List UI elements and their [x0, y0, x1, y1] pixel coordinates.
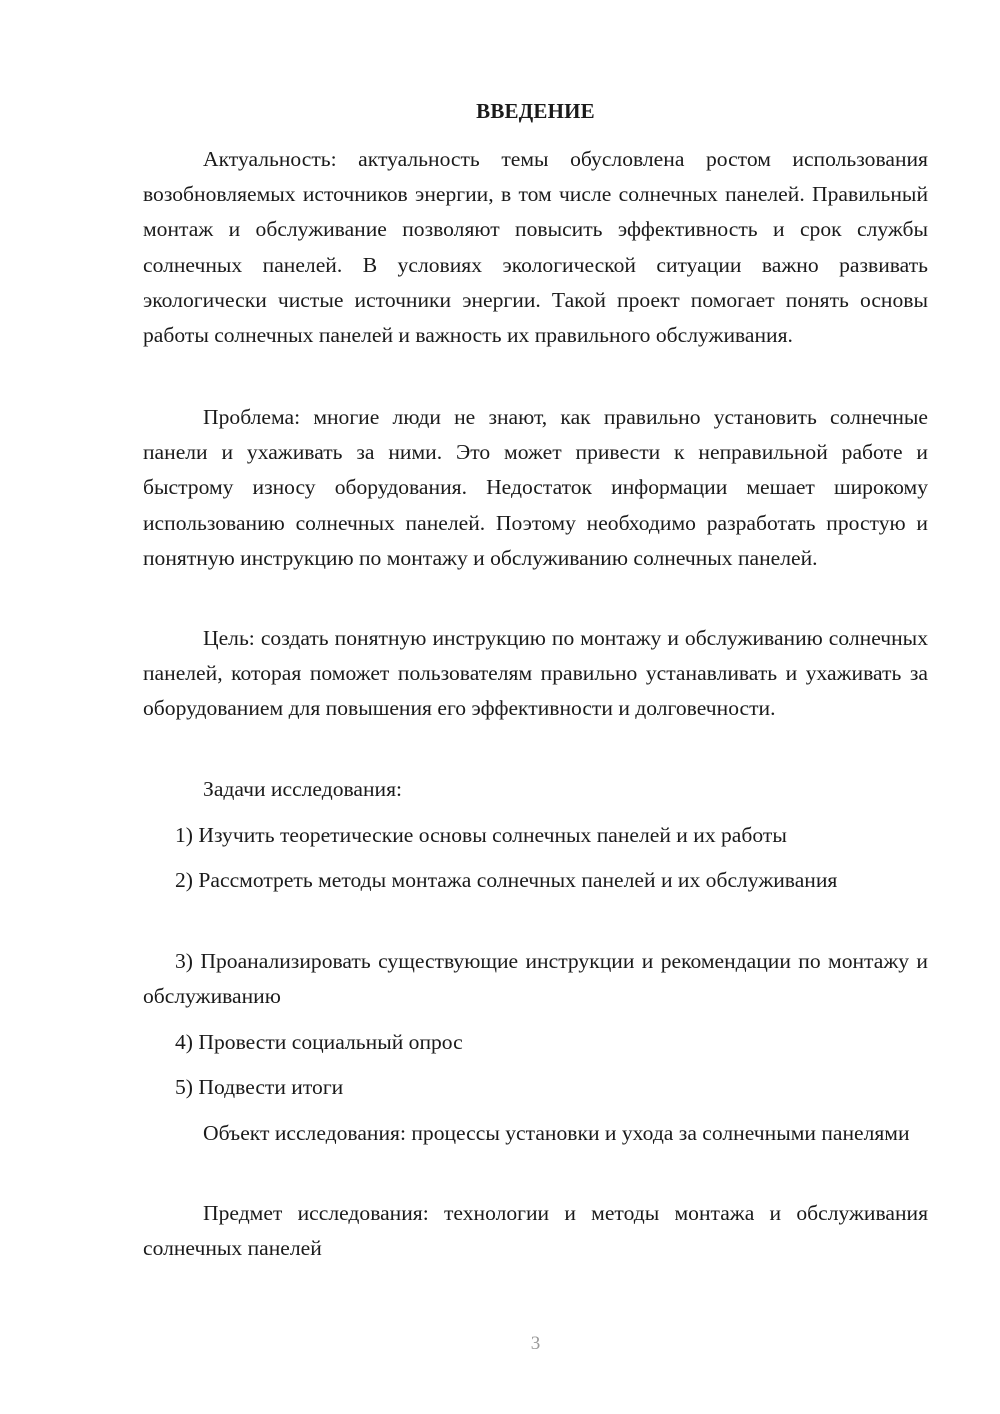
- document-page: [143, 0, 928, 1414]
- task-item-3: 3) Проанализировать существующие инструкции и рекомендации по монтажу и обслуживанию: [143, 949, 928, 1009]
- tasks-heading: Задачи исследования:: [203, 777, 403, 801]
- goal-paragraph: Цель: создать понятную инструкцию по монтажу и обслуживанию солнечных панелей, которая поможет пользователям правильно устанавливать и ухаживать за оборудованием для повышения его эффективности и долговечности.: [143, 626, 928, 721]
- subject-paragraph: Предмет исследования: технологии и методы монтажа и обслуживания солнечных панелей: [143, 1201, 928, 1261]
- object-paragraph: Объект исследования: процессы установки и ухода за солнечными панелями: [203, 1121, 910, 1145]
- task-item-1: 1) Изучить теоретические основы солнечных панелей и их работы: [175, 823, 787, 847]
- task-item-2: 2) Рассмотреть методы монтажа солнечных панелей и их обслуживания: [175, 868, 838, 892]
- page-number: 3: [530, 1333, 541, 1354]
- page-title: ВВЕДЕНИЕ: [476, 99, 595, 123]
- task-item-4: 4) Провести социальный опрос: [175, 1030, 463, 1054]
- relevance-paragraph: Актуальность: актуальность темы обусловлена ростом использования возобновляемых источников энергии, в том числе солнечных панелей. Правильный монтаж и обслуживание позволяют повысить эффективность и срок службы солнечных панелей. В условиях экологической ситуации важно развивать экологически чистые источники энергии. Такой проект помогает понять основы работы солнечных панелей и важность их правильного обслуживания.: [143, 147, 928, 348]
- problem-paragraph: Проблема: многие люди не знают, как правильно установить солнечные панели и ухаживать за ними. Это может привести к неправильной работе и быстрому износу оборудования. Недостаток информации мешает широкому использованию солнечных панелей. Поэтому необходимо разработать простую и понятную инструкцию по монтажу и обслуживанию солнечных панелей.: [143, 405, 928, 570]
- task-item-5: 5) Подвести итоги: [175, 1075, 344, 1099]
